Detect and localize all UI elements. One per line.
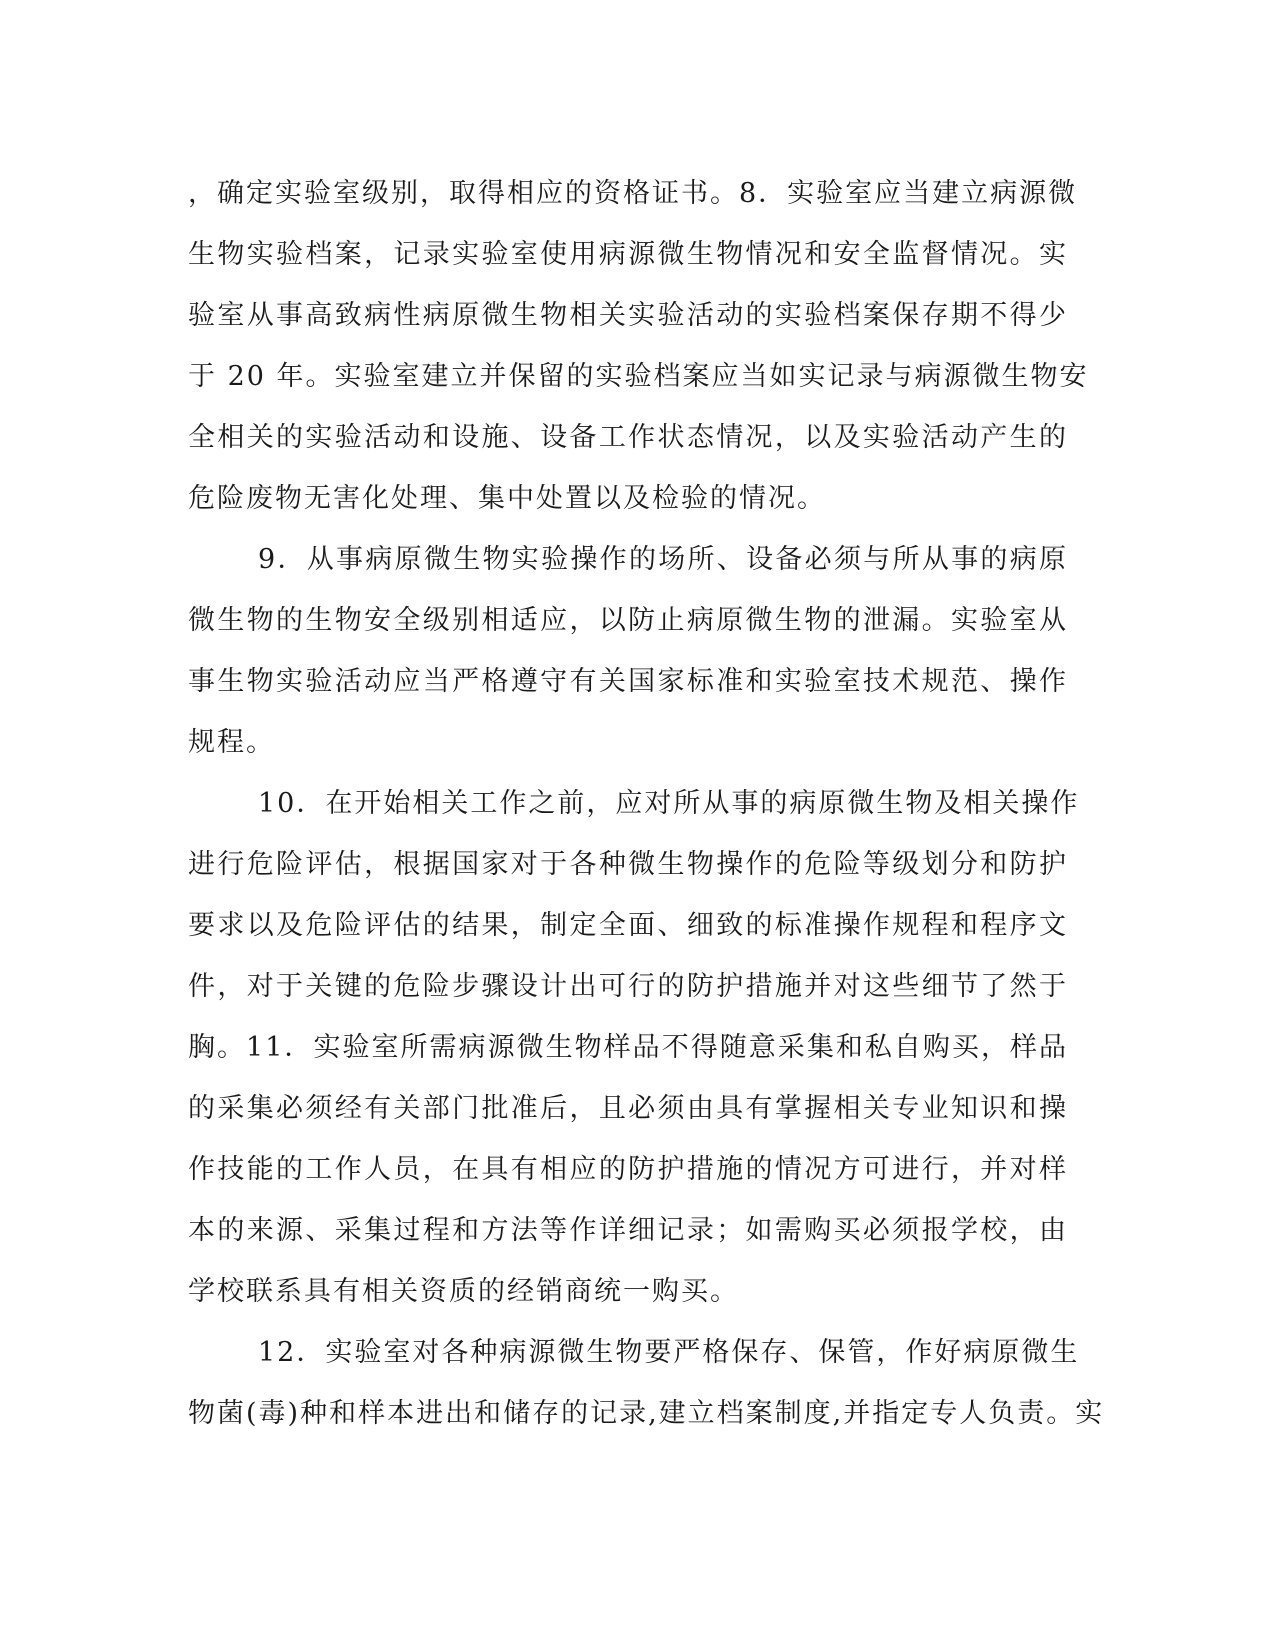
text-line: 进行危险评估，根据国家对于各种微生物操作的危险等级划分和防护	[188, 849, 1068, 880]
text-line: 要求以及危险评估的结果，制定全面、细致的标准操作规程和程序文	[188, 910, 1068, 941]
text-line: 的采集必须经有关部门批准后，且必须由具有掌握相关专业知识和操	[188, 1093, 1068, 1124]
text-line: 事生物实验活动应当严格遵守有关国家标准和实验室技术规范、操作	[188, 666, 1068, 697]
text-line: 规程。	[188, 727, 275, 758]
text-line: 12．实验室对各种病源微生物要严格保存、保管，作好病原微生	[258, 1337, 1080, 1368]
text-line: 胸。11．实验室所需病源微生物样品不得随意采集和私自购买，样品	[188, 1032, 1068, 1063]
text-line: 全相关的实验活动和设施、设备工作状态情况，以及实验活动产生的	[188, 422, 1068, 453]
text-line: ，确定实验室级别，取得相应的资格证书。8．实验室应当建立病源微	[188, 178, 1078, 209]
text-line: 生物实验档案，记录实验室使用病源微生物情况和安全监督情况。实	[188, 239, 1068, 270]
text-line: 学校联系具有相关资质的经销商统一购买。	[188, 1276, 739, 1307]
document-body	[188, 163, 1105, 1444]
text-line: 微生物的生物安全级别相适应，以防止病原微生物的泄漏。实验室从	[188, 605, 1068, 636]
paragraph-2	[188, 529, 1068, 773]
text-line: 10．在开始相关工作之前，应对所从事的病原微生物及相关操作	[258, 788, 1080, 819]
paragraph-4	[188, 1322, 1105, 1444]
text-line: 本的来源、采集过程和方法等作详细记录；如需购买必须报学校，由	[188, 1215, 1068, 1246]
text-line: 物菌(毒)种和样本进出和储存的记录,建立档案制度,并指定专人负责。实	[188, 1398, 1105, 1429]
text-line: 作技能的工作人员，在具有相应的防护措施的情况方可进行，并对样	[188, 1154, 1068, 1185]
text-line: 于 20 年。实验室建立并保留的实验档案应当如实记录与病源微生物安	[188, 361, 1089, 392]
text-line: 验室从事高致病性病原微生物相关实验活动的实验档案保存期不得少	[188, 300, 1068, 331]
text-line: 9．从事病原微生物实验操作的场所、设备必须与所从事的病原	[258, 544, 1068, 575]
paragraph-1	[188, 163, 1089, 529]
paragraph-3	[188, 773, 1080, 1322]
text-line: 件，对于关键的危险步骤设计出可行的防护措施并对这些细节了然于	[188, 971, 1068, 1002]
text-line: 危险废物无害化处理、集中处置以及检验的情况。	[188, 483, 826, 514]
